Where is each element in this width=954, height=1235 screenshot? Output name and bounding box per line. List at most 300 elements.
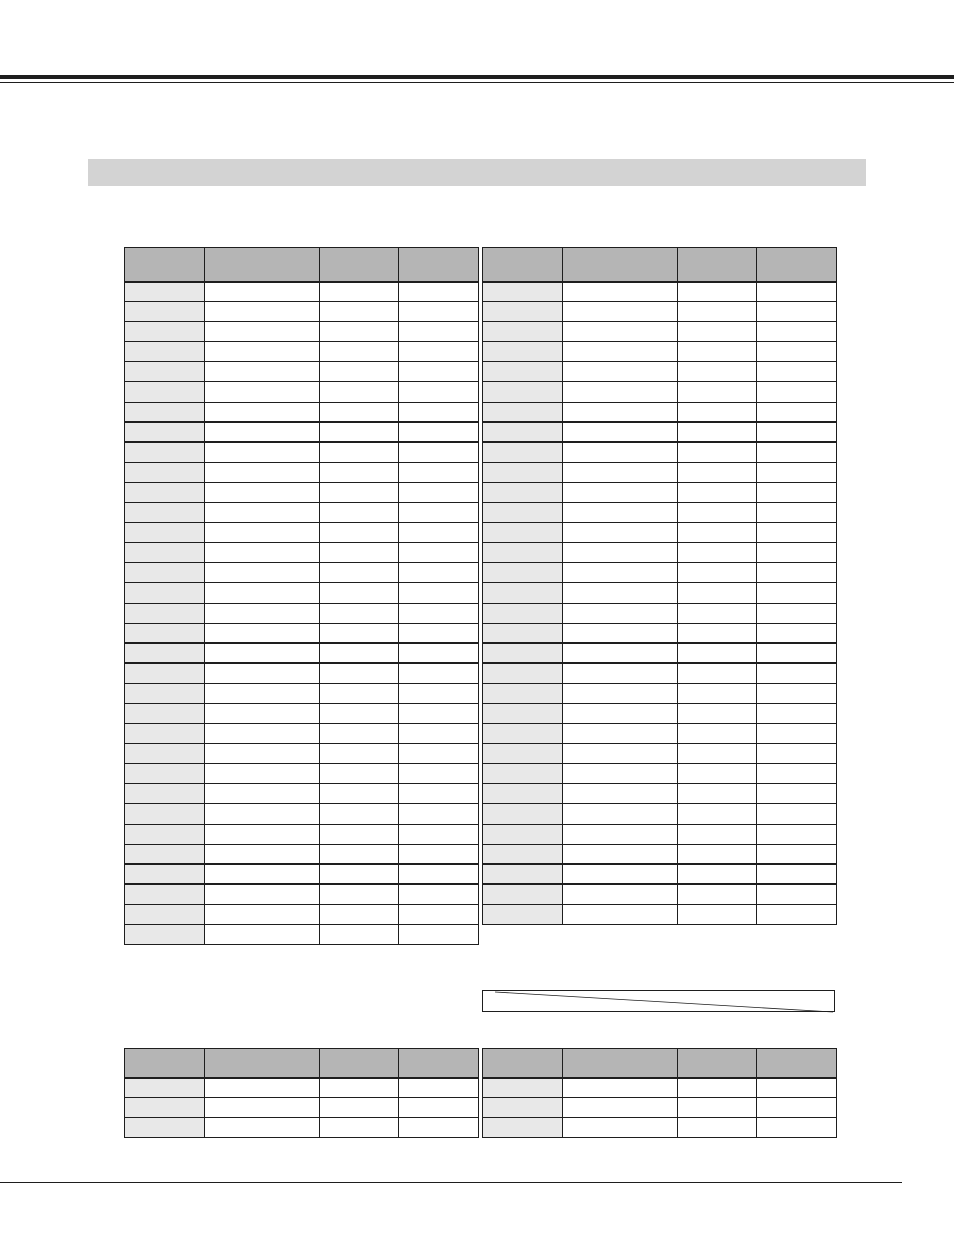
main-left-cell	[125, 703, 205, 723]
main-left-cell	[320, 724, 399, 744]
main-left-cell	[399, 764, 479, 784]
main-left-row	[125, 744, 479, 764]
header-rule-thin	[0, 82, 954, 83]
main-left-cell	[320, 744, 399, 764]
main-right-row	[483, 744, 837, 764]
main-right-cell	[483, 764, 563, 784]
main-table-right	[482, 247, 837, 925]
main-left-cell	[205, 282, 320, 302]
main-right-cell	[757, 442, 837, 462]
main-left-cell	[399, 382, 479, 402]
main-left-cell	[399, 744, 479, 764]
section-title-bar	[88, 159, 866, 186]
main-left-cell	[125, 503, 205, 523]
main-left-cell	[205, 442, 320, 462]
small-right-row	[483, 1078, 837, 1098]
main-right-cell	[757, 744, 837, 764]
main-right-cell	[483, 583, 563, 603]
main-right-cell	[563, 523, 678, 543]
small-left-header-cell	[320, 1049, 399, 1078]
main-right-row	[483, 683, 837, 703]
main-right-cell	[757, 764, 837, 784]
main-right-cell	[563, 442, 678, 462]
main-left-row	[125, 683, 479, 703]
main-right-cell	[563, 362, 678, 382]
main-left-cell	[320, 603, 399, 623]
main-left-cell	[125, 462, 205, 482]
main-left-cell	[320, 703, 399, 723]
main-right-cell	[678, 462, 757, 482]
main-left-row	[125, 804, 479, 824]
main-right-cell	[483, 603, 563, 623]
main-left-cell	[205, 563, 320, 583]
small-right-header-cell	[678, 1049, 757, 1078]
main-left-cell	[125, 543, 205, 563]
main-right-cell	[563, 543, 678, 563]
main-left-cell	[125, 744, 205, 764]
small-left-header-row	[125, 1049, 479, 1078]
main-right-row	[483, 663, 837, 683]
main-right-cell	[563, 683, 678, 703]
main-left-cell	[125, 342, 205, 362]
main-right-cell	[678, 643, 757, 663]
main-right-cell	[483, 844, 563, 864]
small-left-header-cell	[125, 1049, 205, 1078]
main-left-cell	[399, 603, 479, 623]
small-right-header-cell	[563, 1049, 678, 1078]
main-right-cell	[678, 663, 757, 683]
main-left-cell	[205, 482, 320, 502]
main-right-cell	[757, 703, 837, 723]
main-right-row	[483, 844, 837, 864]
main-left-row	[125, 422, 479, 442]
main-left-cell	[205, 724, 320, 744]
main-right-cell	[483, 442, 563, 462]
small-right-cell	[563, 1078, 678, 1098]
main-right-row	[483, 503, 837, 523]
main-right-cell	[563, 804, 678, 824]
main-left-row	[125, 362, 479, 382]
main-left-cell	[399, 462, 479, 482]
main-right-cell	[678, 503, 757, 523]
main-right-cell	[678, 362, 757, 382]
main-left-row	[125, 523, 479, 543]
main-left-row	[125, 864, 479, 884]
main-right-cell	[757, 462, 837, 482]
main-left-cell	[205, 603, 320, 623]
main-right-row	[483, 703, 837, 723]
main-right-cell	[757, 904, 837, 924]
small-left-cell	[320, 1098, 399, 1118]
main-right-cell	[563, 663, 678, 683]
main-left-cell	[320, 844, 399, 864]
main-right-cell	[483, 744, 563, 764]
main-right-cell	[483, 282, 563, 302]
main-right-cell	[483, 683, 563, 703]
main-left-cell	[399, 402, 479, 422]
main-right-cell	[483, 503, 563, 523]
main-left-cell	[399, 503, 479, 523]
main-left-cell	[320, 282, 399, 302]
main-right-cell	[563, 884, 678, 904]
main-left-cell	[125, 864, 205, 884]
main-left-row	[125, 663, 479, 683]
main-left-cell	[320, 402, 399, 422]
main-right-row	[483, 864, 837, 884]
main-left-row	[125, 925, 479, 945]
main-left-cell	[399, 683, 479, 703]
main-left-cell	[399, 864, 479, 884]
main-right-cell	[563, 402, 678, 422]
main-right-cell	[563, 864, 678, 884]
main-left-cell	[320, 925, 399, 945]
main-right-cell	[563, 603, 678, 623]
small-left-cell	[399, 1078, 479, 1098]
main-left-cell	[399, 342, 479, 362]
main-right-cell	[563, 422, 678, 442]
main-right-cell	[757, 563, 837, 583]
main-left-cell	[399, 422, 479, 442]
main-right-cell	[678, 804, 757, 824]
main-left-cell	[399, 623, 479, 643]
small-table-right	[482, 1048, 837, 1138]
main-right-cell	[483, 864, 563, 884]
main-right-header-cell	[678, 248, 757, 282]
main-left-cell	[399, 322, 479, 342]
main-right-cell	[483, 904, 563, 924]
main-right-row	[483, 784, 837, 804]
small-left-header-cell	[399, 1049, 479, 1078]
main-left-cell	[125, 583, 205, 603]
main-right-cell	[563, 724, 678, 744]
main-right-header-cell	[483, 248, 563, 282]
main-left-cell	[320, 884, 399, 904]
main-left-cell	[125, 643, 205, 663]
main-right-cell	[563, 744, 678, 764]
main-right-cell	[678, 342, 757, 362]
main-right-cell	[678, 442, 757, 462]
main-left-row	[125, 844, 479, 864]
main-right-cell	[757, 402, 837, 422]
main-left-row	[125, 342, 479, 362]
main-right-row	[483, 302, 837, 322]
main-left-cell	[125, 382, 205, 402]
main-left-cell	[205, 503, 320, 523]
main-left-row	[125, 724, 479, 744]
main-left-cell	[399, 282, 479, 302]
main-left-cell	[205, 342, 320, 362]
small-left-cell	[205, 1118, 320, 1138]
main-left-cell	[399, 724, 479, 744]
small-right-cell	[563, 1118, 678, 1138]
main-left-cell	[125, 523, 205, 543]
main-left-cell	[125, 282, 205, 302]
main-right-cell	[483, 784, 563, 804]
main-right-cell	[483, 804, 563, 824]
small-right-row	[483, 1098, 837, 1118]
main-left-cell	[320, 342, 399, 362]
main-right-cell	[563, 302, 678, 322]
main-left-header-cell	[205, 248, 320, 282]
small-right-cell	[678, 1118, 757, 1138]
main-right-cell	[563, 563, 678, 583]
main-left-cell	[399, 844, 479, 864]
main-right-cell	[483, 724, 563, 744]
main-left-cell	[125, 563, 205, 583]
main-left-cell	[320, 362, 399, 382]
main-left-cell	[205, 302, 320, 322]
main-right-cell	[563, 784, 678, 804]
main-right-row	[483, 282, 837, 302]
main-left-cell	[399, 523, 479, 543]
main-left-cell	[399, 925, 479, 945]
main-left-cell	[399, 784, 479, 804]
main-left-cell	[125, 925, 205, 945]
empty-diagonal-cell	[482, 990, 835, 1012]
main-right-row	[483, 904, 837, 924]
main-left-cell	[320, 904, 399, 924]
main-right-cell	[678, 764, 757, 784]
main-left-cell	[205, 382, 320, 402]
main-right-header-cell	[757, 248, 837, 282]
main-left-cell	[205, 623, 320, 643]
main-left-cell	[125, 844, 205, 864]
main-left-cell	[205, 523, 320, 543]
main-left-cell	[125, 362, 205, 382]
main-right-row	[483, 462, 837, 482]
small-left-cell	[205, 1098, 320, 1118]
main-right-cell	[757, 784, 837, 804]
main-right-cell	[757, 302, 837, 322]
main-left-row	[125, 703, 479, 723]
main-right-cell	[483, 322, 563, 342]
main-right-cell	[483, 643, 563, 663]
main-right-cell	[563, 764, 678, 784]
main-right-row	[483, 543, 837, 563]
main-left-cell	[125, 442, 205, 462]
main-left-cell	[320, 864, 399, 884]
main-right-cell	[757, 382, 837, 402]
main-right-cell	[483, 302, 563, 322]
main-right-cell	[563, 844, 678, 864]
main-left-cell	[320, 804, 399, 824]
main-right-row	[483, 402, 837, 422]
main-right-cell	[757, 824, 837, 844]
main-left-cell	[205, 683, 320, 703]
main-left-cell	[320, 462, 399, 482]
main-left-cell	[125, 482, 205, 502]
main-right-cell	[678, 282, 757, 302]
main-left-row	[125, 623, 479, 643]
main-left-cell	[125, 724, 205, 744]
main-right-cell	[757, 523, 837, 543]
main-left-row	[125, 603, 479, 623]
main-right-cell	[483, 703, 563, 723]
main-left-cell	[320, 623, 399, 643]
main-right-cell	[563, 583, 678, 603]
main-right-cell	[563, 503, 678, 523]
main-right-cell	[757, 683, 837, 703]
main-right-cell	[483, 342, 563, 362]
main-right-row	[483, 724, 837, 744]
small-left-cell	[125, 1118, 205, 1138]
main-left-cell	[399, 482, 479, 502]
main-left-cell	[320, 482, 399, 502]
main-right-cell	[757, 724, 837, 744]
main-right-cell	[678, 824, 757, 844]
main-right-row	[483, 362, 837, 382]
main-right-cell	[678, 744, 757, 764]
main-left-row	[125, 583, 479, 603]
main-left-cell	[205, 663, 320, 683]
main-right-cell	[757, 864, 837, 884]
main-left-cell	[399, 824, 479, 844]
main-right-cell	[563, 462, 678, 482]
main-left-cell	[320, 523, 399, 543]
main-right-cell	[678, 523, 757, 543]
main-left-cell	[399, 884, 479, 904]
small-left-row	[125, 1118, 479, 1138]
main-left-cell	[125, 322, 205, 342]
small-left-header-cell	[205, 1049, 320, 1078]
main-left-row	[125, 462, 479, 482]
small-left-cell	[399, 1118, 479, 1138]
main-left-row	[125, 482, 479, 502]
main-left-cell	[399, 362, 479, 382]
main-left-cell	[205, 784, 320, 804]
main-left-cell	[125, 422, 205, 442]
main-right-cell	[678, 422, 757, 442]
main-right-cell	[757, 603, 837, 623]
main-right-cell	[483, 382, 563, 402]
main-left-cell	[125, 302, 205, 322]
small-right-header-cell	[757, 1049, 837, 1078]
main-right-cell	[563, 904, 678, 924]
main-right-cell	[678, 784, 757, 804]
main-left-row	[125, 322, 479, 342]
main-right-cell	[678, 904, 757, 924]
diagonal-line	[483, 991, 836, 1013]
main-left-cell	[320, 543, 399, 563]
main-right-cell	[563, 824, 678, 844]
main-right-cell	[757, 342, 837, 362]
small-right-cell	[483, 1118, 563, 1138]
main-right-cell	[483, 462, 563, 482]
main-right-row	[483, 382, 837, 402]
main-left-cell	[125, 764, 205, 784]
main-left-cell	[320, 302, 399, 322]
main-left-row	[125, 884, 479, 904]
main-left-cell	[399, 703, 479, 723]
main-right-cell	[757, 482, 837, 502]
main-right-cell	[483, 402, 563, 422]
main-left-cell	[205, 543, 320, 563]
main-right-cell	[483, 623, 563, 643]
main-left-cell	[399, 563, 479, 583]
main-right-cell	[483, 422, 563, 442]
main-left-cell	[205, 864, 320, 884]
small-left-cell	[125, 1078, 205, 1098]
main-left-row	[125, 442, 479, 462]
main-left-cell	[205, 643, 320, 663]
small-right-cell	[678, 1098, 757, 1118]
main-right-cell	[757, 503, 837, 523]
main-left-header-cell	[125, 248, 205, 282]
main-left-cell	[205, 925, 320, 945]
main-left-row	[125, 402, 479, 422]
main-right-cell	[678, 402, 757, 422]
small-right-cell	[678, 1078, 757, 1098]
main-right-cell	[563, 282, 678, 302]
main-left-cell	[320, 583, 399, 603]
main-left-row	[125, 784, 479, 804]
main-right-cell	[757, 362, 837, 382]
main-left-cell	[125, 623, 205, 643]
main-right-cell	[483, 482, 563, 502]
main-right-row	[483, 603, 837, 623]
main-right-row	[483, 804, 837, 824]
main-left-cell	[205, 322, 320, 342]
main-right-cell	[678, 864, 757, 884]
footer-rule	[0, 1182, 902, 1183]
main-left-cell	[205, 362, 320, 382]
main-right-cell	[483, 663, 563, 683]
main-left-cell	[205, 804, 320, 824]
main-right-cell	[757, 663, 837, 683]
main-right-cell	[678, 302, 757, 322]
main-left-cell	[205, 462, 320, 482]
main-left-cell	[125, 402, 205, 422]
main-left-row	[125, 764, 479, 784]
main-right-cell	[757, 543, 837, 563]
main-left-cell	[125, 804, 205, 824]
main-right-cell	[678, 563, 757, 583]
main-left-cell	[399, 904, 479, 924]
main-right-cell	[563, 703, 678, 723]
main-right-cell	[483, 563, 563, 583]
main-right-cell	[483, 884, 563, 904]
main-right-cell	[678, 623, 757, 643]
main-right-row	[483, 583, 837, 603]
main-left-cell	[125, 603, 205, 623]
main-left-cell	[205, 402, 320, 422]
main-left-cell	[399, 302, 479, 322]
main-left-row	[125, 382, 479, 402]
main-left-cell	[205, 744, 320, 764]
main-right-row	[483, 563, 837, 583]
main-right-cell	[757, 322, 837, 342]
main-right-row	[483, 623, 837, 643]
main-left-cell	[125, 683, 205, 703]
main-left-cell	[205, 824, 320, 844]
main-right-row	[483, 422, 837, 442]
main-left-cell	[205, 904, 320, 924]
main-left-cell	[205, 583, 320, 603]
main-right-row	[483, 442, 837, 462]
main-right-row	[483, 523, 837, 543]
header-rule-thick	[0, 75, 954, 79]
small-left-cell	[205, 1078, 320, 1098]
main-right-cell	[563, 643, 678, 663]
main-right-cell	[483, 824, 563, 844]
small-left-cell	[125, 1098, 205, 1118]
main-right-cell	[678, 543, 757, 563]
main-right-cell	[757, 623, 837, 643]
main-right-cell	[757, 282, 837, 302]
main-left-cell	[399, 663, 479, 683]
small-left-cell	[399, 1098, 479, 1118]
main-right-row	[483, 342, 837, 362]
